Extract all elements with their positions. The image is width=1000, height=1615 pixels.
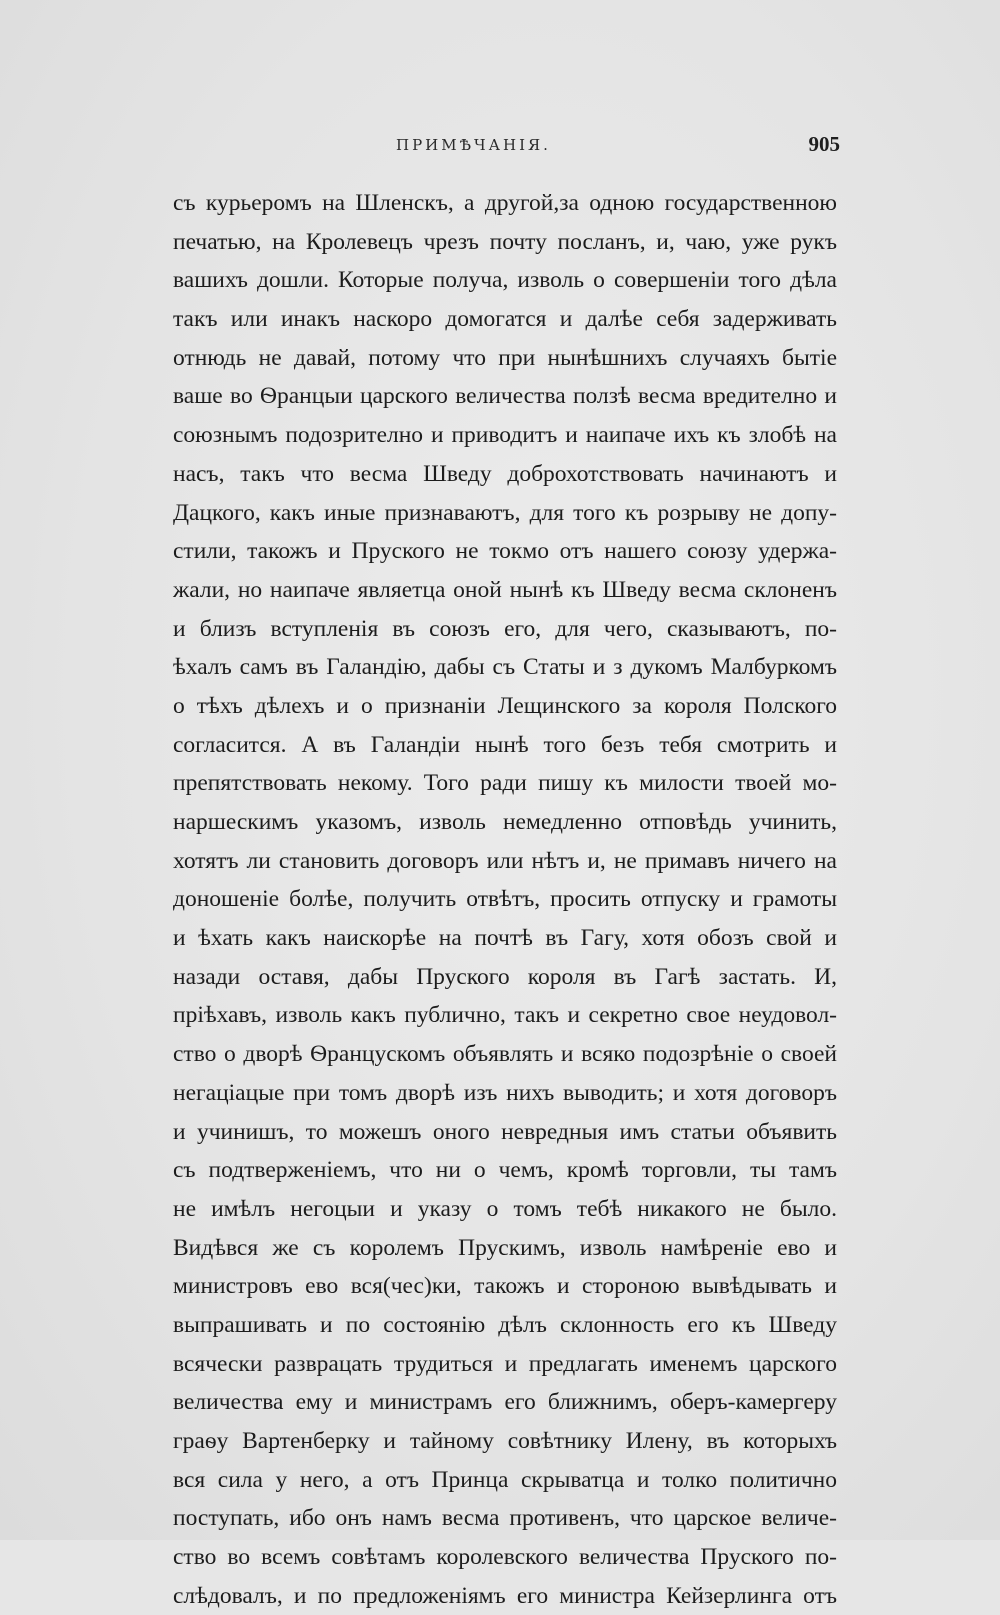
text-line: министровъ ево вся(чес)ки, такожъ и стороною вывѣдывать и: [173, 1273, 837, 1300]
text-line: не имѣлъ негоцыи и указу о томъ тебѣ никакого не было.: [173, 1195, 837, 1222]
text-line: съ курьеромъ на Шленскъ, а другой,за одною государственною: [173, 190, 837, 216]
text-line: величества ему и министрамъ его ближнимъ, оберъ-камергеру: [173, 1389, 837, 1416]
text-line: всячески разврацать трудиться и предлагать именемъ царского: [173, 1350, 837, 1377]
text-line: насъ, такъ что весма Шведу доброхотствовать начинаютъ и: [173, 460, 837, 487]
text-line: ваше во Ѳранцыи царского величества ползѣ весма вредително и: [173, 383, 837, 410]
text-line: и ѣхать какъ наискорѣе на почтѣ въ Гагу, хотя обозъ свой и: [173, 925, 837, 952]
text-line: поступать, ибо онъ намъ весма противенъ, что царское величе-: [173, 1505, 837, 1532]
text-line: вся сила у него, а отъ Принца скрыватца и толко политично: [173, 1466, 837, 1493]
text-line: печатью, на Кролевецъ чрезъ почту посланъ, и, чаю, уже рукъ: [173, 228, 837, 255]
text-line: ство во всемъ совѣтамъ королевского величества Пруского по-: [173, 1544, 837, 1571]
text-line: выпрашивать и по состоянію дѣлъ склонность его къ Шведу: [173, 1311, 837, 1338]
text-line: наршескимъ указомъ, изволь немедленно отповѣдь учинить,: [173, 809, 837, 835]
text-line: о тѣхъ дѣлехъ и о признаніи Лещинского за короля Полского: [173, 692, 837, 719]
text-line: жали, но наипаче являетца оной нынѣ къ Шведу весма склоненъ: [173, 576, 837, 603]
text-line: граѳу Вартенберку и тайному совѣтнику Илену, въ которыхъ: [173, 1428, 837, 1454]
text-line: негаціацые при томъ дворѣ изъ нихъ выводить; и хотя договоръ: [173, 1079, 837, 1106]
text-line: хотятъ ли становить договоръ или нѣтъ и, не примавъ ничего на: [173, 847, 837, 874]
running-head: ПРИМѢЧАНІЯ.: [396, 136, 551, 154]
text-line: пріѣхавъ, изволь какъ публично, такъ и секретно свое неудовол-: [173, 1002, 837, 1029]
text-line: ѣхалъ самъ въ Галандію, дабы съ Статы и з дукомъ Малбуркомъ: [173, 654, 837, 681]
text-line: стили, такожъ и Пруского не токмо отъ нашего союзу удержа-: [173, 538, 837, 565]
page-number: 905: [808, 132, 840, 156]
text-line: доношеніе болѣе, получить отвѣтъ, просить отпуску и грамоты: [173, 886, 837, 913]
text-line: и близъ вступленія въ союзъ его, для чего, сказываютъ, по-: [173, 615, 837, 642]
text-line: такъ или инакъ наскоро домогатся и далѣе себя задерживать: [173, 306, 837, 333]
text-line: ство о дворѣ Ѳранцускомъ объявлять и всяко подозрѣніе о своей: [173, 1041, 837, 1068]
text-line: съ подтверженіемъ, что ни о чемъ, кромѣ торговли, ты тамъ: [173, 1157, 837, 1184]
text-line: слѣдовалъ, и по предложеніямъ его министра Кейзерлинга отъ: [173, 1582, 837, 1609]
page-header: [176, 132, 840, 162]
text-line: отнюдь не давай, потому что при нынѣшнихъ случаяхъ бытіе: [173, 344, 837, 371]
body-text: [173, 184, 837, 1615]
text-line: Видѣвся же съ королемъ Прускимъ, изволь намѣреніе ево и: [173, 1234, 837, 1261]
text-line: вашихъ дошли. Которые получа, изволь о совершеніи того дѣла: [173, 267, 837, 294]
text-line: препятствовать некому. Того ради пишу къ милости твоей мо-: [173, 770, 837, 797]
text-line: Дацкого, какъ иные признаваютъ, для того къ розрыву не допу-: [173, 499, 837, 526]
text-line: назади оставя, дабы Пруского короля въ Гагѣ застать. И,: [173, 963, 837, 990]
text-line: и учинишъ, то можешъ оного невредныя имъ статьи объявить: [173, 1118, 837, 1145]
text-line: союзнымъ подозрително и приводитъ и наипаче ихъ къ злобѣ на: [173, 422, 837, 449]
text-line: согласится. А въ Галандіи нынѣ того безъ тебя смотрить и: [173, 731, 837, 758]
